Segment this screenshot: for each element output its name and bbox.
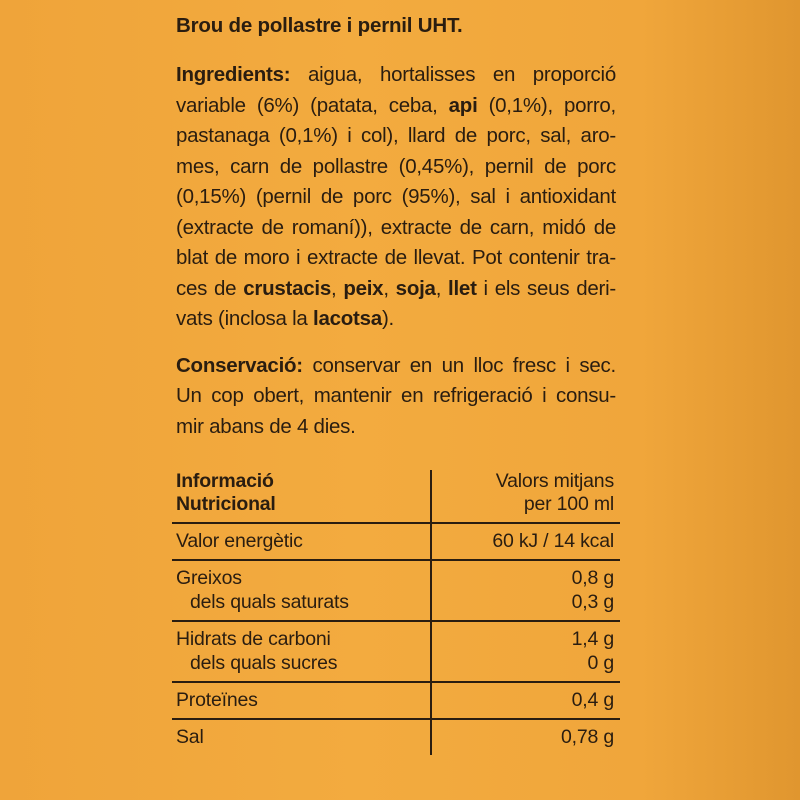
conservation-paragraph (176, 351, 616, 443)
ingredients-label: Ingredients: (176, 63, 291, 86)
protein-value: 0,4 g (431, 682, 620, 719)
protein-label: Proteïnes (172, 682, 431, 719)
allergen-api: api (448, 93, 478, 117)
sugars-value: 0 g (587, 652, 614, 674)
ingredients-line-4: mes, carn de pollastre (0,45%), pernil de porc (176, 154, 616, 178)
nutrition-header-label: Informació Nutricional (176, 470, 276, 515)
conservation-line-3: mir abans de 4 dies. (176, 414, 356, 438)
sugars-label: dels quals sucres (190, 652, 338, 674)
fat-value: 0,8 g (571, 567, 614, 589)
conservation-line-1: Conservació: conservar en un lloc fresc i sec. (176, 353, 616, 377)
fat-label: Greixos (176, 567, 242, 589)
salt-label: Sal (172, 719, 431, 755)
ingredients-line-6: (extracte de romaní)), extracte de carn, midó de (176, 215, 616, 239)
conservation-line-2: Un cop obert, mantenir en refrigeració i consu- (176, 384, 616, 407)
ingredients-line-8: ces de crustacis, peix, soja, llet i els seus deri- (176, 276, 616, 300)
energy-value: 60 kJ / 14 kcal (431, 523, 620, 560)
carbs-labels (172, 621, 431, 682)
nutrition-row-carbs (172, 621, 620, 682)
conservation-label: Conservació: (176, 353, 303, 377)
product-label (176, 14, 616, 442)
carbs-label: Hidrats de carboni (176, 628, 331, 650)
saturated-value: 0,3 g (571, 591, 614, 613)
carbs-value: 1,4 g (571, 628, 614, 650)
allergen-llet: llet (448, 276, 477, 300)
nutrition-row-energy (172, 523, 620, 560)
energy-label: Valor energètic (172, 523, 431, 560)
ingredients-line-5: (0,15%) (pernil de porc (95%), sal i antioxidant (176, 185, 616, 208)
fat-labels (172, 560, 431, 621)
allergen-crustacis: crustacis (243, 276, 331, 300)
allergen-peix: peix (343, 276, 384, 300)
nutrition-row-fat (172, 560, 620, 621)
nutrition-header-row (172, 470, 620, 523)
ingredients-line-3: pastanaga (0,1%) i col), llard de porc, sal, aro- (176, 124, 616, 147)
fat-values (431, 560, 620, 621)
ingredients-line-1: Ingredients: aigua, hortalisses en proporció (176, 63, 616, 86)
ingredients-line-2: variable (6%) (patata, ceba, api (0,1%), porro, (176, 93, 616, 117)
saturated-label: dels quals saturats (190, 591, 349, 613)
allergen-soja: soja (395, 276, 436, 300)
ingredients-line-9: vats (inclosa la lacotsa). (176, 307, 394, 330)
ingredients-paragraph (176, 60, 616, 335)
carbs-values (431, 621, 620, 682)
product-title: Brou de pollastre i pernil UHT. (176, 14, 463, 37)
nutrition-table (172, 470, 620, 755)
allergen-lacotsa: lacotsa (313, 307, 382, 330)
nutrition-header-values: Valors mitjans per 100 ml (431, 470, 620, 523)
nutrition-row-protein (172, 682, 620, 719)
nutrition-row-salt (172, 719, 620, 755)
salt-value: 0,78 g (431, 719, 620, 755)
ingredients-line-7: blat de moro i extracte de llevat. Pot contenir tra- (176, 246, 616, 269)
